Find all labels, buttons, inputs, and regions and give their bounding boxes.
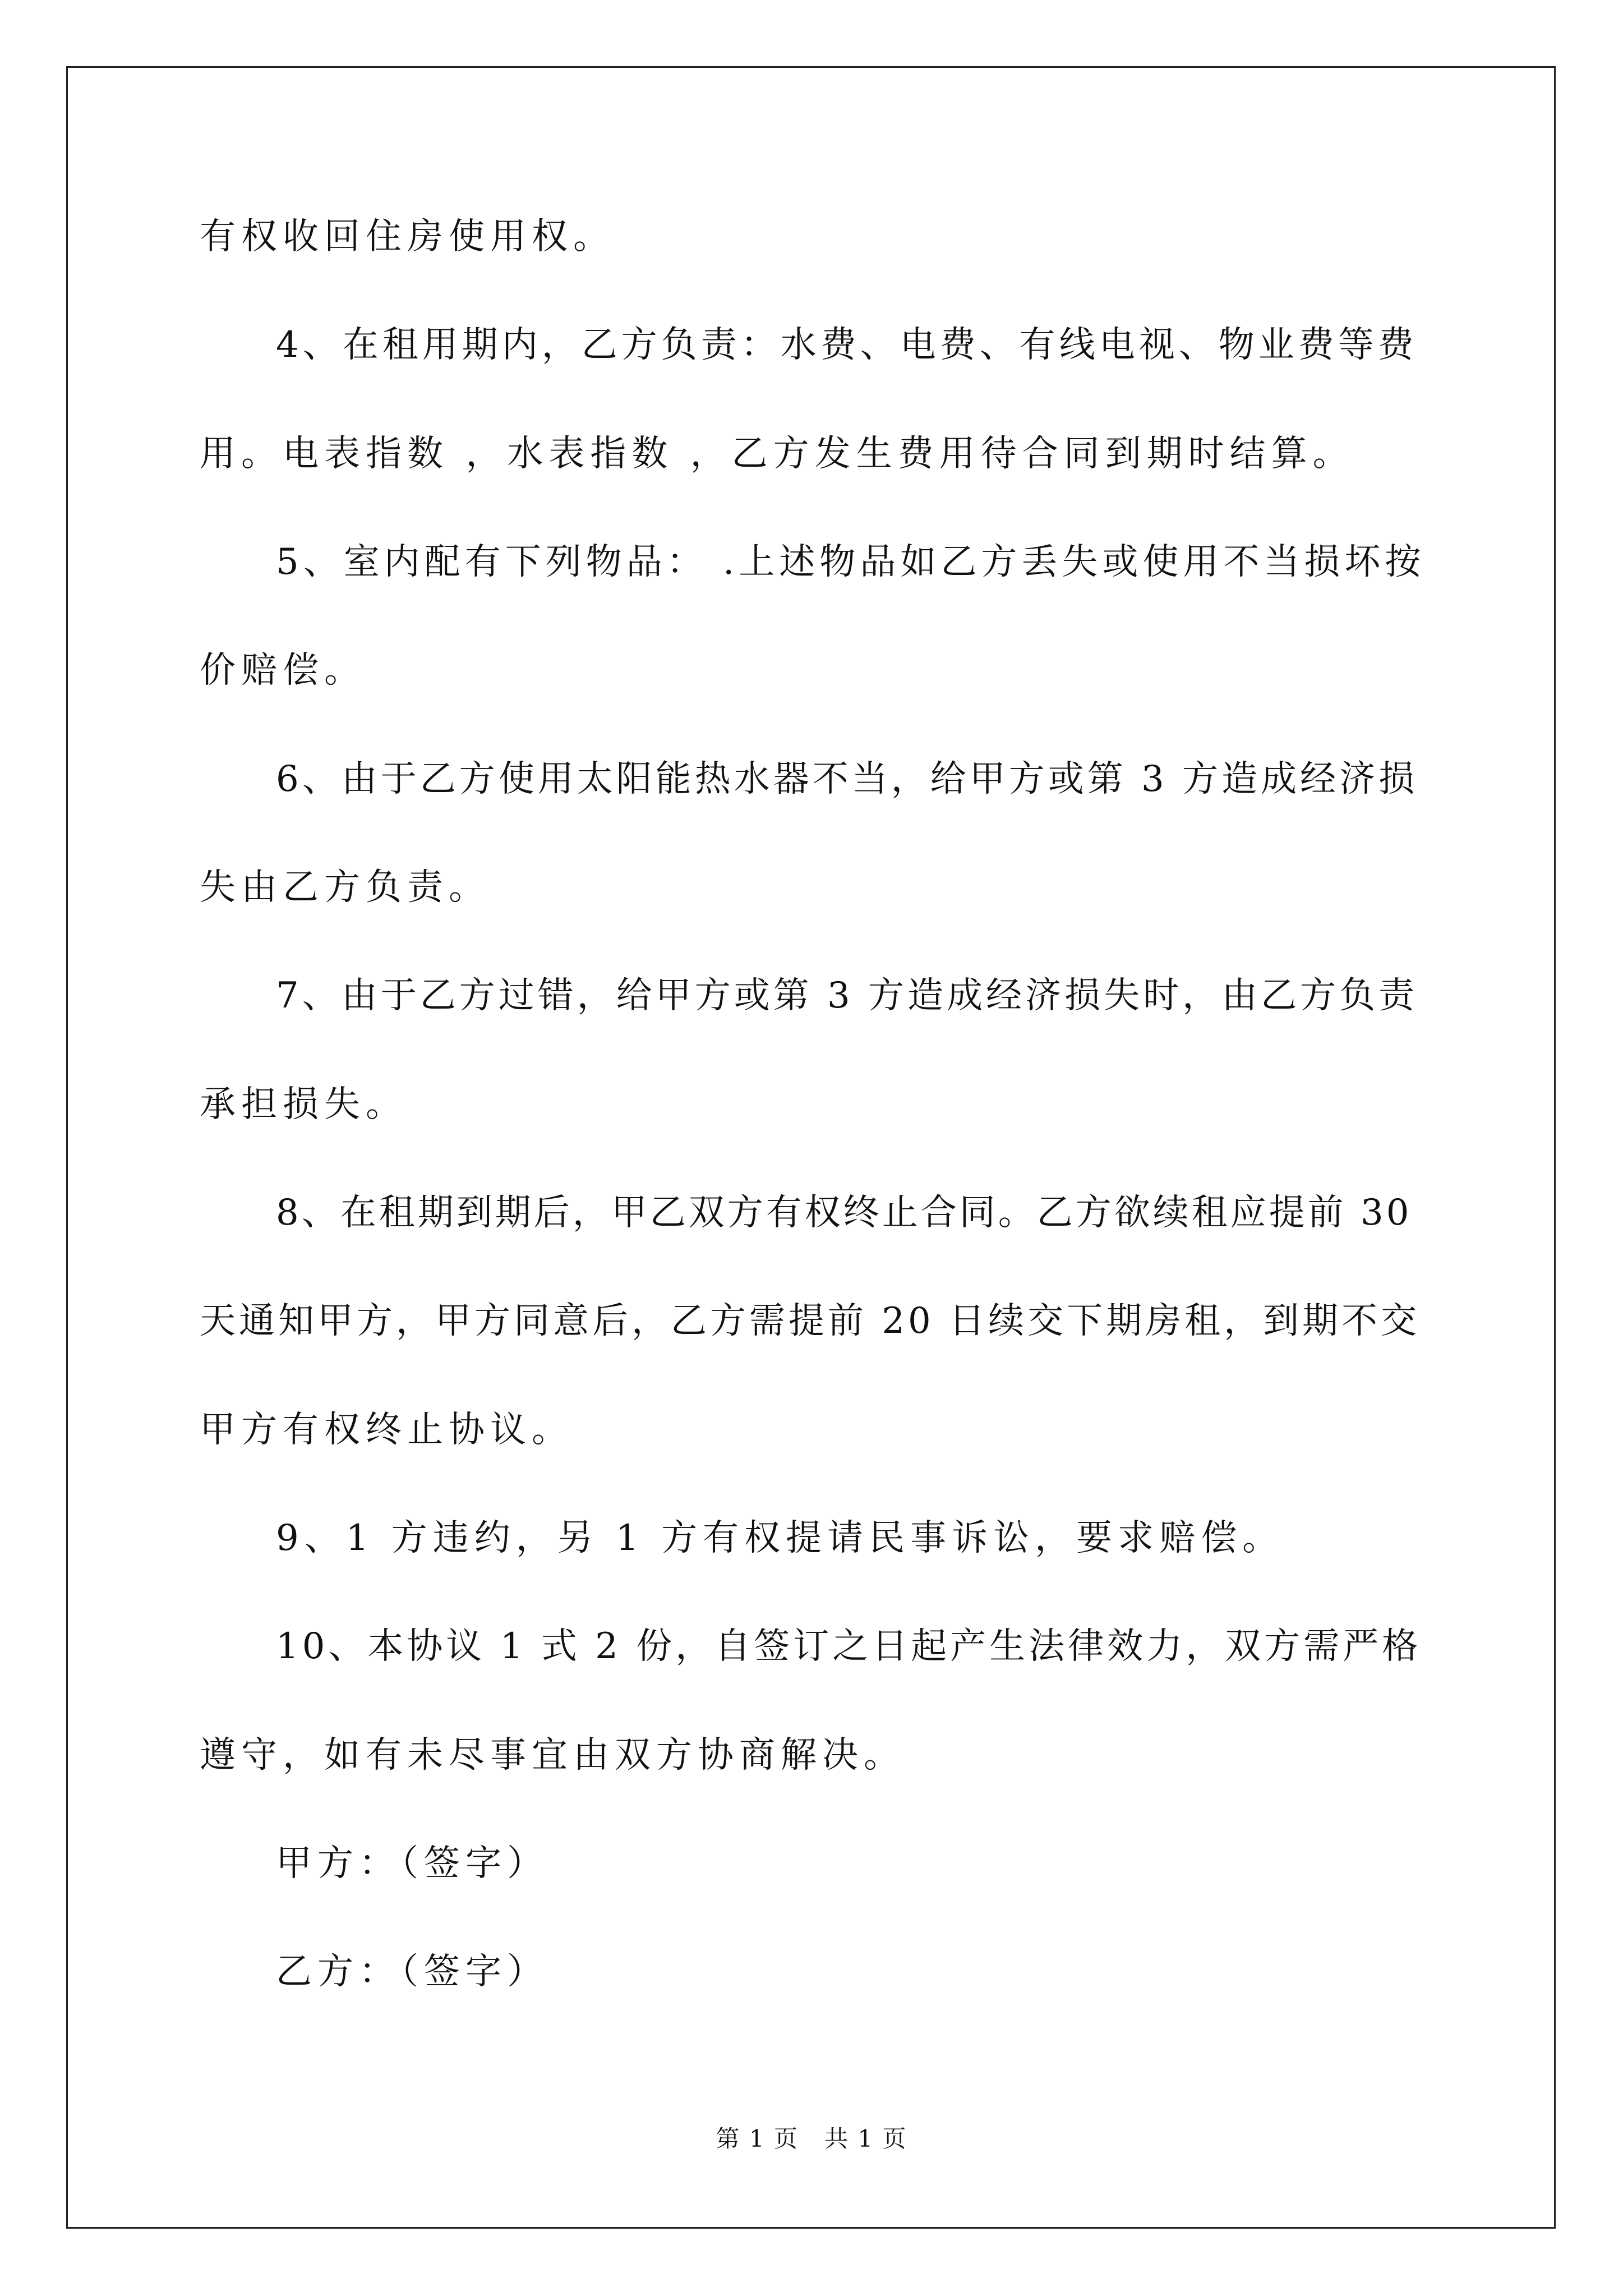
clause-10-line-2: 遵守，如有未尽事宜由双方协商解决。 bbox=[200, 1734, 905, 1776]
clause-5-line-1: 5、室内配有下列物品： .上述物品如乙方丢失或使用不当损坏按 bbox=[276, 541, 1426, 583]
clause-6-line-2: 失由乙方负责。 bbox=[200, 867, 490, 908]
clause-8-line-1: 8、在租期到期后，甲乙双方有权终止合同。乙方欲续租应提前 30 bbox=[276, 1192, 1412, 1234]
page-border bbox=[66, 66, 1556, 2229]
party-a-signature-line: 甲方：（签字） bbox=[276, 1843, 548, 1884]
party-b-signature-line: 乙方：（签字） bbox=[276, 1951, 548, 1993]
clause-7-line-2: 承担损失。 bbox=[200, 1084, 407, 1125]
clause-9-line-1: 9、1 方违约，另 1 方有权提请民事诉讼，要求赔偿。 bbox=[276, 1517, 1284, 1559]
clause-7-line-1: 7、由于乙方过错，给甲方或第 3 方造成经济损失时，由乙方负责 bbox=[276, 975, 1418, 1016]
clause-8-line-3: 甲方有权终止协议。 bbox=[200, 1409, 573, 1451]
text-line-1: 有权收回住房使用权。 bbox=[200, 216, 615, 257]
clause-8-line-2: 天通知甲方，甲方同意后，乙方需提前 20 日续交下期房租，到期不交 bbox=[200, 1300, 1421, 1342]
clause-10-line-1: 10、本协议 1 式 2 份，自签订之日起产生法律效力，双方需严格 bbox=[276, 1626, 1422, 1667]
clause-4-line-1: 4、在租用期内，乙方负责：水费、电费、有线电视、物业费等费 bbox=[276, 324, 1418, 366]
clause-4-line-2: 用。电表指数 ，水表指数 ，乙方发生费用待合同到期时结算。 bbox=[200, 433, 1354, 475]
clause-5-line-2: 价赔偿。 bbox=[200, 650, 366, 691]
page-footer: 第 1 页 共 1 页 bbox=[716, 2125, 907, 2152]
clause-6-line-1: 6、由于乙方使用太阳能热水器不当，给甲方或第 3 方造成经济损 bbox=[276, 758, 1418, 800]
